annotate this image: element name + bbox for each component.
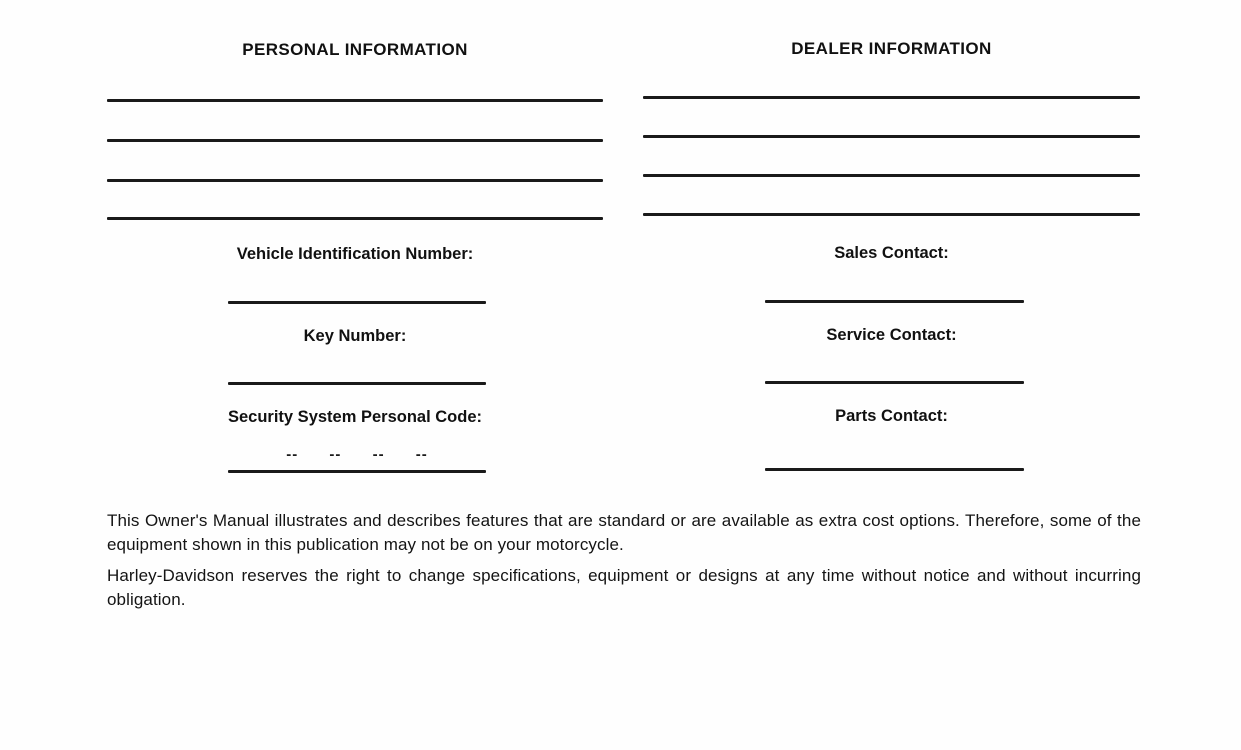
sales-contact-line (765, 300, 1024, 303)
key-number-line (228, 382, 486, 385)
security-code-label: Security System Personal Code: (227, 408, 482, 426)
writing-line (643, 135, 1140, 138)
writing-line (107, 217, 603, 220)
service-contact-label: Service Contact: (826, 326, 957, 344)
dealer-information-title: DEALER INFORMATION (791, 39, 992, 58)
writing-line (107, 179, 603, 182)
security-code-value: -- -- -- -- (286, 446, 428, 463)
personal-information-title: PERSONAL INFORMATION (242, 40, 468, 59)
rights-reserved-paragraph: Harley-Davidson reserves the right to change specifications, equipment or designs at any time without notice and without incurring obligation. (107, 566, 1141, 609)
writing-line (643, 174, 1140, 177)
parts-contact-line (765, 468, 1024, 471)
writing-line (643, 96, 1140, 99)
writing-line (107, 139, 603, 142)
options-disclaimer-paragraph: This Owner's Manual illustrates and describes features that are standard or are available as extra cost options. Therefore, some of the equipment shown in this publication may not be on your motorcycle. (107, 511, 1141, 554)
security-code-line (228, 470, 486, 473)
vin-label: Vehicle Identification Number: (236, 245, 474, 263)
service-contact-line (765, 381, 1024, 384)
writing-line (107, 99, 603, 102)
sales-contact-label: Sales Contact: (834, 244, 949, 262)
vin-line (228, 301, 486, 304)
parts-contact-label: Parts Contact: (835, 407, 948, 425)
key-number-label: Key Number: (303, 327, 407, 345)
writing-line (643, 213, 1140, 216)
